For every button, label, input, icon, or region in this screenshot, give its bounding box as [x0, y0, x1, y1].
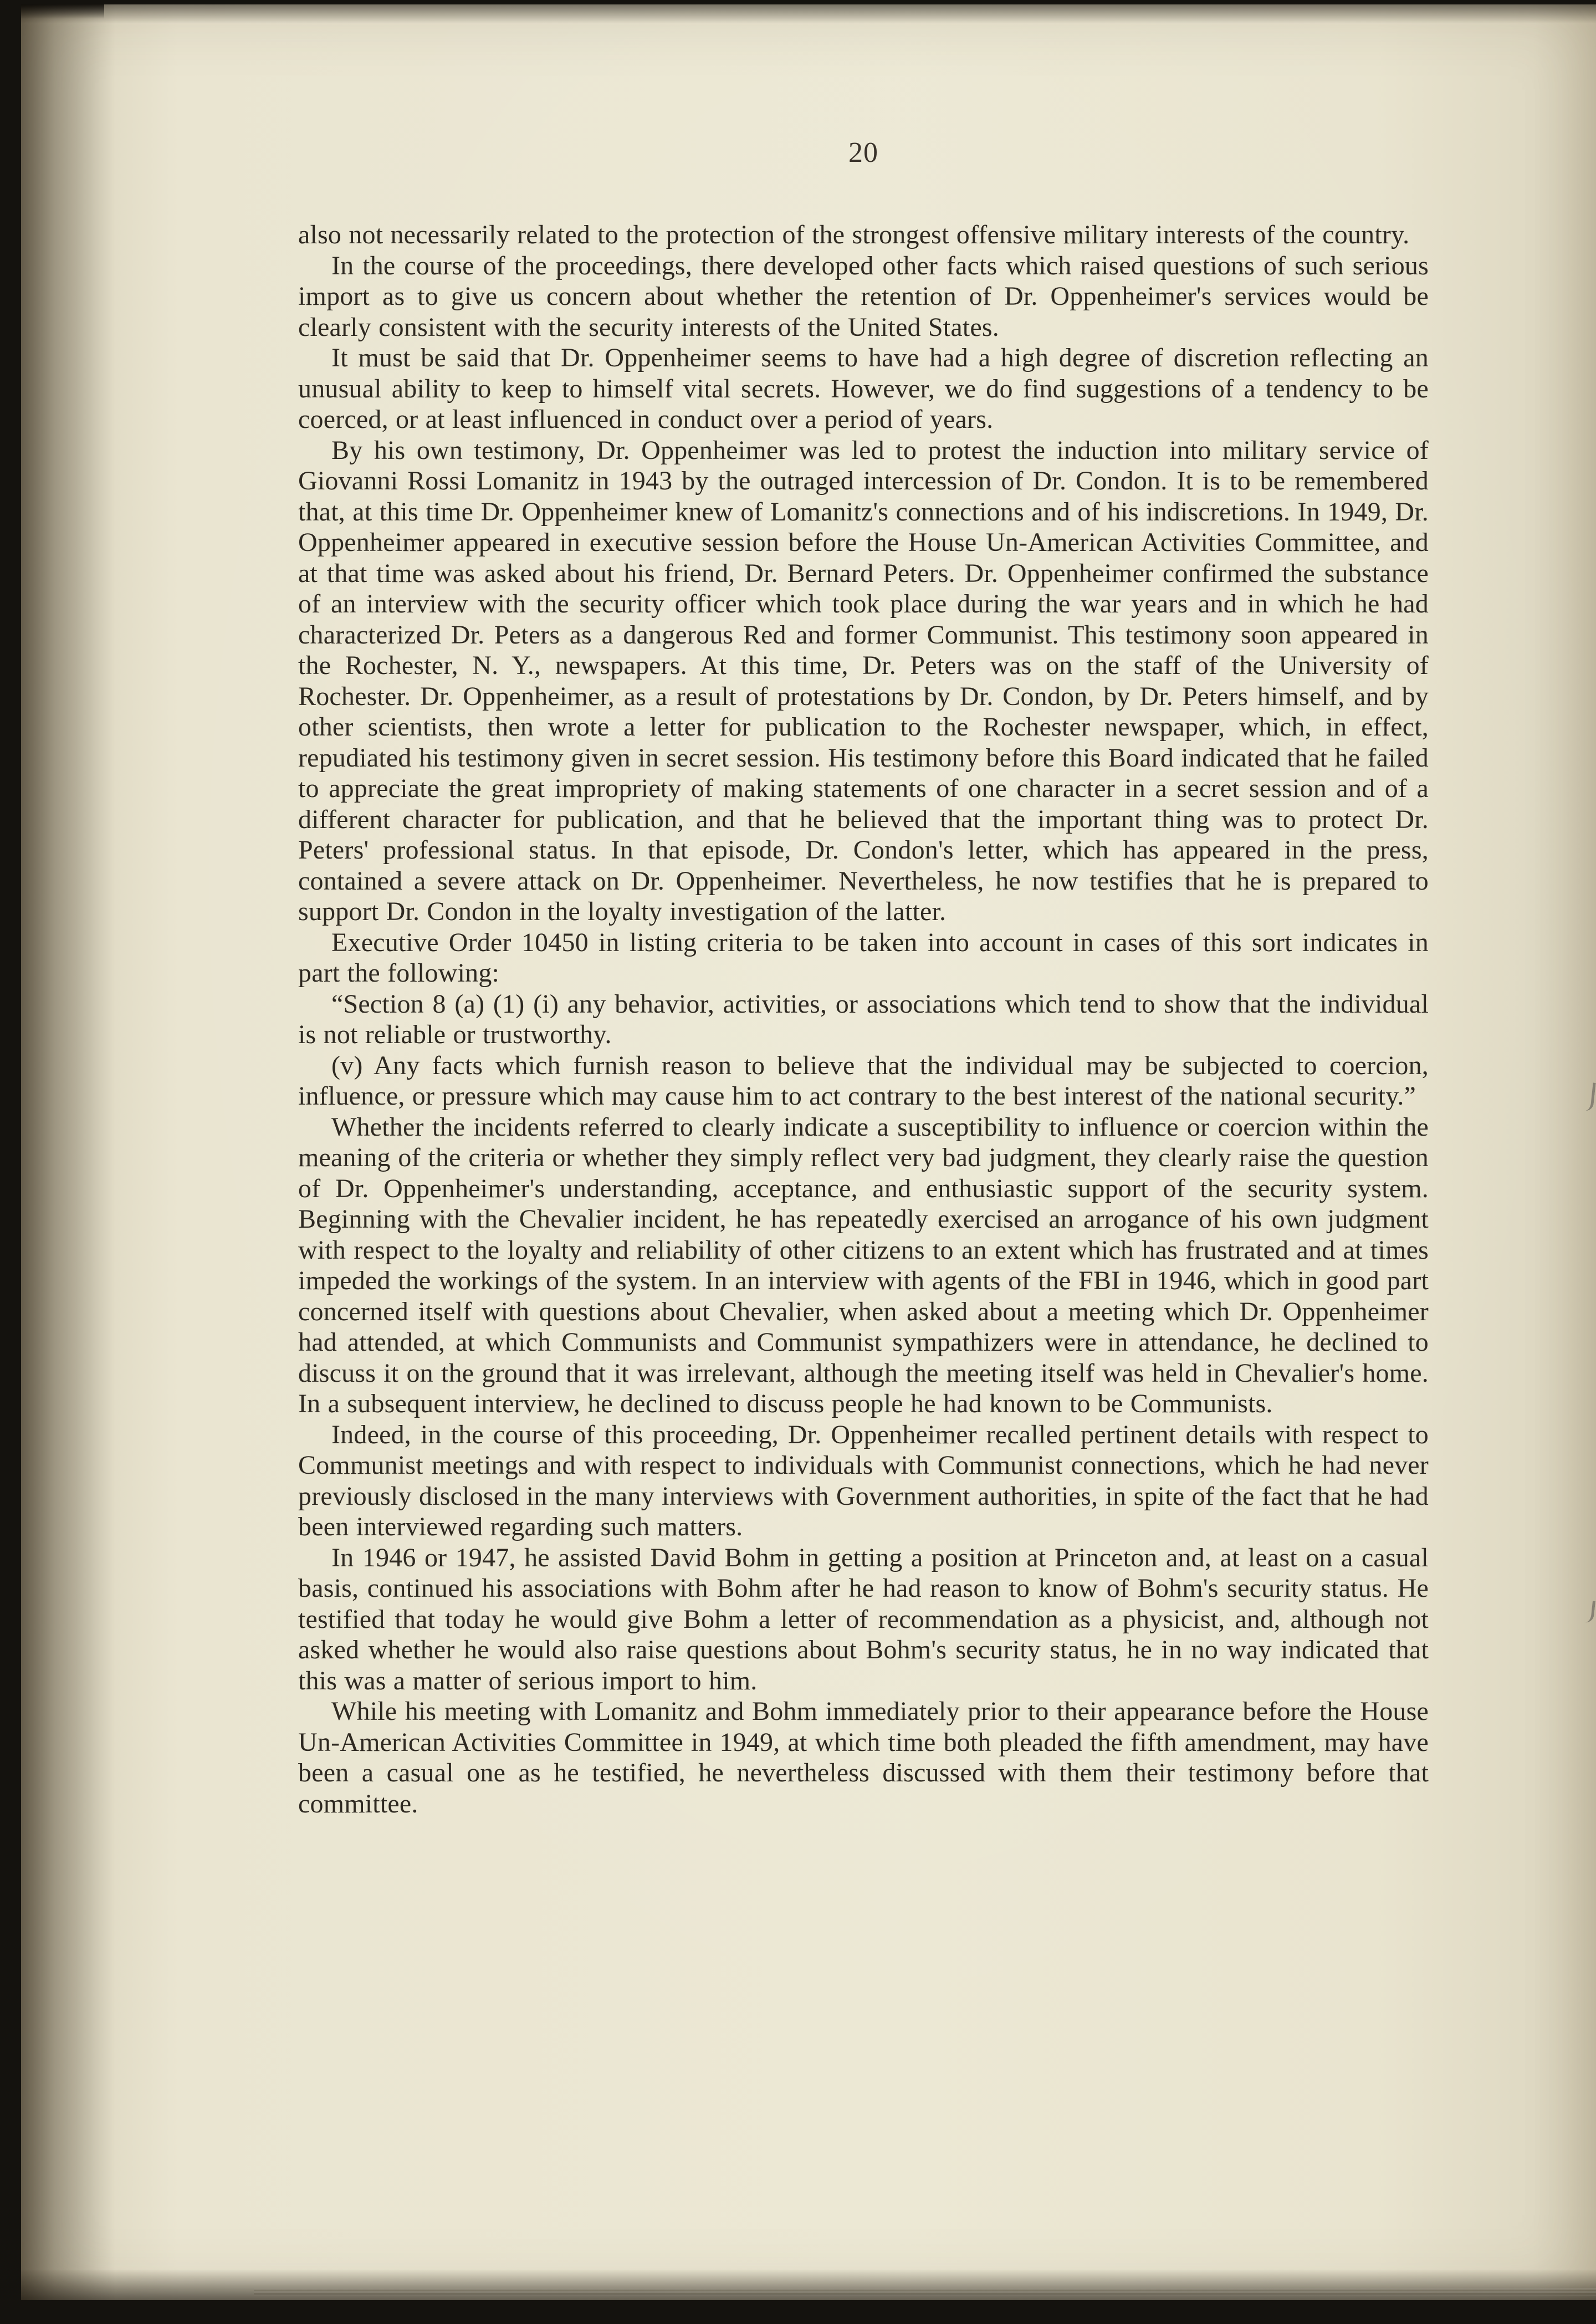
bottom-edge-shadow — [21, 2269, 1596, 2300]
top-edge-shadow — [21, 4, 1596, 23]
paragraph: (v) Any facts which furnish reason to believe that the individual may be subjected to coercion, influence, or pressure which may cause him to act contrary to the best interest of the national security.” — [298, 1050, 1429, 1111]
paragraph: It must be said that Dr. Oppenheimer seems to have had a high degree of discretion reflecting an unusual ability to keep to himself vital secrets. However, we do find suggestions of a tendency to be coerced, or at least influenced in conduct over a period of years. — [298, 343, 1429, 434]
page-text — [298, 219, 1429, 1819]
binding-gutter-shadow — [21, 4, 115, 2300]
paragraph: Indeed, in the course of this proceeding, Dr. Oppenheimer recalled pertinent details with respect to Communist meetings and with respect to individuals with Communist connections, which he had never previously disclosed in the many interviews with Government authorities, in spite of the fact that he had been interviewed regarding such matters. — [298, 1419, 1429, 1541]
page-edge-mark — [1584, 1082, 1595, 1111]
page-edge-mark — [1585, 1600, 1595, 1623]
corner-notch — [21, 4, 104, 19]
paragraph: also not necessarily related to the protection of the strongest offensive military interests of the country. — [298, 220, 1410, 249]
paragraph: While his meeting with Lomanitz and Bohm immediately prior to their appearance before the House Un-American Activities Committee in 1949, at which time both pleaded the fifth amendment, may have been a casual one as he testified, he nevertheless discussed with them their testimony before that committee. — [298, 1697, 1429, 1819]
paragraph: In the course of the proceedings, there developed other facts which raised questions of such serious import as to give us concern about whether the retention of Dr. Oppenheimer's services would be clearly consistent with the security interests of the United States. — [298, 251, 1429, 342]
paragraph: Whether the incidents referred to clearly indicate a susceptibility to influence or coercion within the meaning of the criteria or whether they simply reflect very bad judgment, they clearly raise the question of Dr. Oppenheimer's understanding, acceptance, and enthusiastic support of the security system. Beginning with the Chevalier incident, he has repeatedly exercised an arrogance of his own judgment with respect to the loyalty and reliability of other citizens to an extent which has frustrated and at times impeded the workings of the system. In an interview with agents of the FBI in 1946, which in good part concerned itself with questions about Chevalier, when asked about a meeting which Dr. Oppenheimer had attended, at which Communists and Communist sympathizers were in attendance, he declined to discuss it on the ground that it was irrelevant, although the meeting itself was held in Chevalier's home. In a subsequent interview, he declined to discuss people he had known to be Communists. — [298, 1112, 1429, 1418]
paragraph: In 1946 or 1947, he assisted David Bohm in getting a position at Princeton and, at least on a casual basis, continued his associations with Bohm after he had reason to know of Bohm's security status. He testified that today he would give Bohm a letter of recommendation as a physicist, and, although not asked whether he would also raise questions about Bohm's security status, he in no way indicated that this was a matter of serious import to him. — [298, 1542, 1429, 1695]
paragraph: By his own testimony, Dr. Oppenheimer was led to protest the induction into military service of Giovanni Rossi Lomanitz in 1943 by the outraged intercession of Dr. Condon. It is to be remembered that, at this time Dr. Oppenheimer knew of Lomanitz's connections and of his indiscretions. In 1949, Dr. Oppenheimer appeared in executive session before the House Un-American Activities Committee, and at that time was asked about his friend, Dr. Bernard Peters. Dr. Oppenheimer confirmed the substance of an interview with the security officer which took place during the war years and in which he had characterized Dr. Peters as a dangerous Red and former Communist. This testimony soon appeared in the Rochester, N. Y., newspapers. At this time, Dr. Peters was on the staff of the University of Rochester. Dr. Oppenheimer, as a result of protestations by Dr. Condon, by Dr. Peters himself, and by other scientists, then wrote a letter for publication to the Rochester newspaper, which, in effect, repudiated his testimony given in secret session. His testimony before this Board indicated that he failed to appreciate the great impropriety of making statements of one character in a secret session and of a different character for publication, and that he believed that the important thing was to protect Dr. Peters' professional status. In that episode, Dr. Condon's letter, which has appeared in the press, contained a severe attack on Dr. Oppenheimer. Nevertheless, he now testifies that he is prepared to support Dr. Condon in the loyalty investigation of the latter. — [298, 435, 1429, 926]
book-page — [21, 4, 1596, 2300]
page-number: 20 — [848, 137, 878, 168]
paragraph: “Section 8 (a) (1) (i) any behavior, activities, or associations which tend to show that the individual is not reliable or trustworthy. — [298, 989, 1429, 1049]
paragraph: Executive Order 10450 in listing criteria to be taken into account in cases of this sort indicates in part the following: — [298, 927, 1429, 988]
